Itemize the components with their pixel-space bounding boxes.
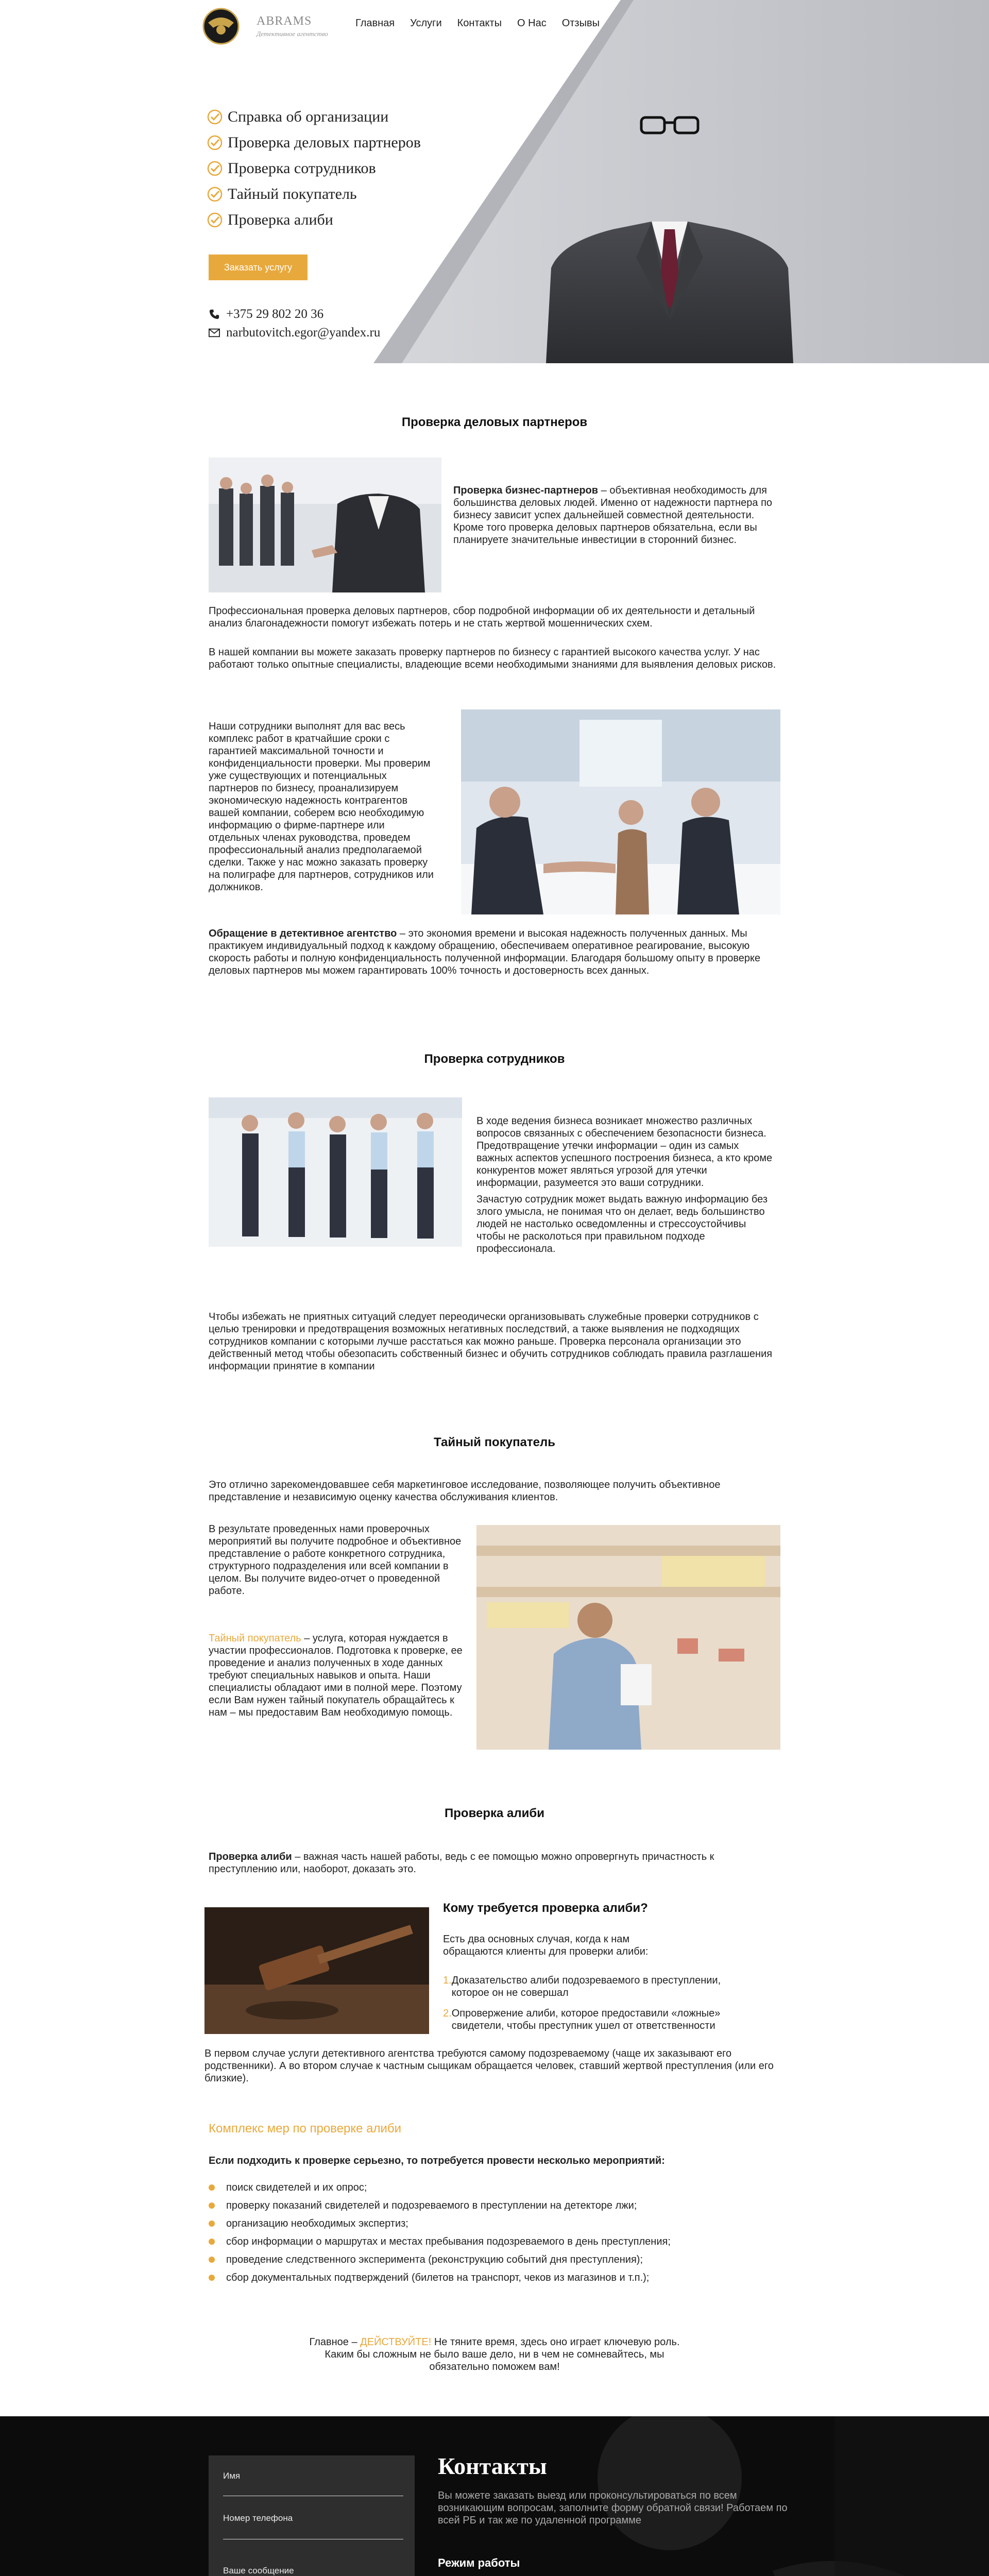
employees-text-block: [476, 1115, 773, 1255]
partners-paragraph-1: Профессиональная проверка деловых партнеров, сбор подробной информации об их деятельности и детальный анализ благонадежности помогут избежать потерь и не стать жертвой мошеннических схем.: [209, 605, 755, 629]
nav-home[interactable]: Главная: [355, 18, 395, 29]
logo-emblem-icon[interactable]: [202, 7, 240, 45]
service-item: Проверка деловых партнеров: [207, 130, 421, 156]
alibi-measures-list: [209, 2178, 775, 2286]
service-item: Тайный покупатель: [207, 181, 421, 207]
alibi-complex-title: Комплекс мер по проверке алиби: [209, 2122, 402, 2136]
partners-photo: [209, 457, 441, 592]
business-meeting-image: [461, 709, 780, 914]
nav-contacts[interactable]: Контакты: [457, 18, 502, 29]
check-circle-icon: [207, 161, 223, 176]
list-item: организацию необходимых экспертиз;: [209, 2214, 775, 2232]
list-item: поиск свидетелей и их опрос;: [209, 2178, 775, 2196]
employees-paragraph-4: Чтобы избежать не приятных ситуаций следует переодически организовывать служебные проверки сотрудников с целью тренировки и предотвращения возможных негативных последствий, а также выявления не подходящих сотрудников компании с которыми лучше расстаться как можно раньше. Проверка персонала организации это действенный метод чтобы обезопасить собственный бизнес и обучить сотрудников соблюдать правила разглашения информации принятие в компании: [209, 1311, 773, 1372]
service-item: Справка об организации: [207, 104, 421, 130]
employees-paragraph-2: Предотвращение утечки информации – один из самых важных аспектов успешного построения бизнеса, а кто кроме конкурентов может являться угрозой для утечки информации, разумеется это ваши сотрудники.: [476, 1140, 773, 1189]
employees-paragraph-3: Зачастую сотрудник может выдать важную информацию без злого умысла, не понимая что он делает, ведь большинство людей не настолько осведомленны и стрессоустойчивы чтобы не расколоться при правильном подходе профессионала.: [476, 1194, 768, 1255]
shopper-photo: [476, 1525, 780, 1750]
team-walking-image: [209, 1097, 462, 1247]
alibi-complex-lead: Если подходить к проверке серьезно, то потребуется провести несколько мероприятий:: [209, 2155, 665, 2166]
nav-about[interactable]: О Нас: [517, 18, 547, 29]
nav-services[interactable]: Услуги: [410, 18, 442, 29]
check-circle-icon: [207, 212, 223, 228]
list-item: проведение следственного эксперимента (реконструкцию событий дня преступления);: [209, 2250, 775, 2268]
partners-paragraph-3: Наши сотрудники выполнят для вас весь комплекс работ в кратчайшие сроки с гарантией максимальной точности и конфиденциальности проверки. Мы проверим уже существующих и потенциальных партнеров по бизнесу, проанализируем экономическую надежность контрагентов вашей компании, соберем всю необходимую информацию о фирме-партнере или отдельных членах руководства, проведем профессиональный анализ предполагаемой сделки. Также у нас можно заказать проверку на полиграфе для партнеров, сотрудников или должников.: [209, 721, 434, 893]
mail-icon: [209, 328, 220, 337]
main-nav: [355, 18, 600, 29]
list-item: сбор информации о маршрутах и местах пребывания подозреваемого в день преступления;: [209, 2232, 775, 2250]
business-handshake-image: [209, 457, 441, 592]
feedback-form: [209, 2455, 415, 2576]
alibi-case-2: 2. Опровержение алиби, которое предоставили «ложные» свидетели, чтобы преступник ушел от ответственности: [443, 2008, 721, 2031]
alibi-cases-paragraph: В первом случае услуги детективного агентства требуются самому подозреваемому (чаще их заказывают его родственники). А во втором случае к частным сыщикам обращается человек, ставший жертвой преступления (или его близкие).: [204, 2048, 774, 2084]
partners-paragraph-4: Обращение в детективное агентство – это экономия времени и высокая надежность полученных данных. Мы практикуем индивидуальный подход к каждому обращению, обеспечиваем оперативное реагирование, высокую скорость работы и полную конфиденциальность полученной информации. Благодаря большому опыту в проверке деловых партнеров мы можем гарантировать 100% точность и достоверность всех данных.: [209, 928, 761, 976]
shopper-paragraph-1: В результате проведенных нами проверочных мероприятий вы получите подробное и объективное представление о работе конкретного сотрудника, структурного подразделения или всей компании в целом. Вы получите видео-отчет о проведенной работе.: [209, 1523, 462, 1597]
order-service-button[interactable]: Заказать услугу: [209, 255, 308, 280]
bullet-icon: [209, 2257, 215, 2263]
section-title-alibi: Проверка алиби: [445, 1806, 544, 1820]
employees-paragraph-1: В ходе ведения бизнеса возникает множество различных вопросов связанных с обеспечением безопасности бизнеса.: [476, 1115, 766, 1139]
final-call-to-action: Главное – ДЕЙСТВУЙТЕ! Не тяните время, здесь оно играет ключевую роль. Каким бы сложным не было ваше дело, ни в чем не сомневайтесь, мы обязательно поможем вам!: [309, 2336, 680, 2372]
services-checklist: [207, 104, 421, 233]
shopper-intro: Это отлично зарекомендовавшее себя маркетинговое исследование, позволяющее получить объективное представление и независимую оценку качества обслуживания клиентов.: [209, 1479, 721, 1503]
message-label: Ваше сообщение: [223, 2566, 294, 2575]
service-item: Проверка алиби: [207, 207, 421, 233]
bullet-icon: [209, 2202, 215, 2209]
list-item: сбор документальных подтверждений (билетов на транспорт, чеков из магазинов и т.п.);: [209, 2268, 775, 2286]
supermarket-shopper-image: [476, 1525, 780, 1750]
employees-photo: [209, 1097, 462, 1247]
bullet-icon: [209, 2239, 215, 2245]
phone-icon: [209, 309, 220, 320]
gavel-photo: [204, 1907, 429, 2034]
hero-background: [0, 0, 989, 363]
section-title-partners: Проверка деловых партнеров: [401, 415, 588, 429]
logo-subtitle: Детективное агентство: [257, 30, 328, 38]
section-title-employees: Проверка сотрудников: [424, 1052, 565, 1066]
logo-title: ABRAMS: [257, 14, 312, 28]
check-circle-icon: [207, 109, 223, 125]
check-circle-icon: [207, 187, 223, 202]
shopper-paragraph-2: Тайный покупатель – услуга, которая нуждается в участии профессионалов. Подготовка к проверке, ее проведение и анализ полученных в ходе данных требуют специальных навыков и опыта. Наши специалисты обладают ими в полной мере. Поэтому если Вам нужен тайный покупатель обращайтесь к нам – мы предоставим Вам необходимую помощь.: [209, 1633, 463, 1718]
secret-shopper-link[interactable]: Тайный покупатель: [209, 1633, 301, 1644]
bullet-icon: [209, 2221, 215, 2227]
list-item: проверку показаний свидетелей и подозреваемого в преступлении на детекторе лжи;: [209, 2196, 775, 2214]
hero-phone[interactable]: +375 29 802 20 36: [209, 307, 323, 321]
bullet-icon: [209, 2184, 215, 2191]
alibi-who-paragraph: Есть два основных случая, когда к нам обращаются клиенты для проверки алиби:: [443, 1934, 649, 1957]
name-label: Имя: [223, 2471, 241, 2481]
check-circle-icon: [207, 135, 223, 150]
bullet-icon: [209, 2275, 215, 2281]
phone-label: Номер телефона: [223, 2513, 293, 2523]
alibi-who-title: Кому требуется проверка алиби?: [443, 1901, 648, 1915]
service-item: Проверка сотрудников: [207, 156, 421, 181]
hero-section: [0, 0, 989, 363]
alibi-case-1: 1. Доказательство алиби подозреваемого в преступлении, которое он не совершал: [443, 1975, 721, 1998]
partners-paragraph-2: В нашей компании вы можете заказать проверку партнеров по бизнесу с гарантией высокого качества услуг. У нас работают только опытные специалисты, владеющие всеми необходимыми знаниями для выявления деловых рисков.: [209, 647, 776, 670]
hours-title: Режим работы: [438, 2556, 520, 2569]
judge-gavel-image: [204, 1907, 429, 2034]
contacts-title: Контакты: [438, 2453, 547, 2479]
alibi-intro: Проверка алиби – важная часть нашей работы, ведь с ее помощью можно опровергнуть причастность к преступлению или, наоборот, доказать это.: [209, 1851, 714, 1875]
hero-email[interactable]: narbutovitch.egor@yandex.ru: [209, 326, 380, 340]
meeting-photo: [461, 709, 780, 914]
section-title-shopper: Тайный покупатель: [433, 1435, 556, 1449]
contacts-intro: Вы можете заказать выезд или проконсультироваться по всем возникающим вопросам, заполните форму обратной связи! Работаем по всей РБ и так же по удаленной программе: [438, 2490, 788, 2526]
partners-intro: Проверка бизнес-партнеров – объективная необходимость для большинства деловых людей. Именно от надежности партнера по бизнесу зависит успех дальнейшей совместной деятельности. Кроме того проверка деловых партнеров обязательна, если вы планируете значительные инвестиции в сторонний бизнес.: [453, 485, 773, 546]
nav-reviews[interactable]: Отзывы: [561, 18, 600, 29]
